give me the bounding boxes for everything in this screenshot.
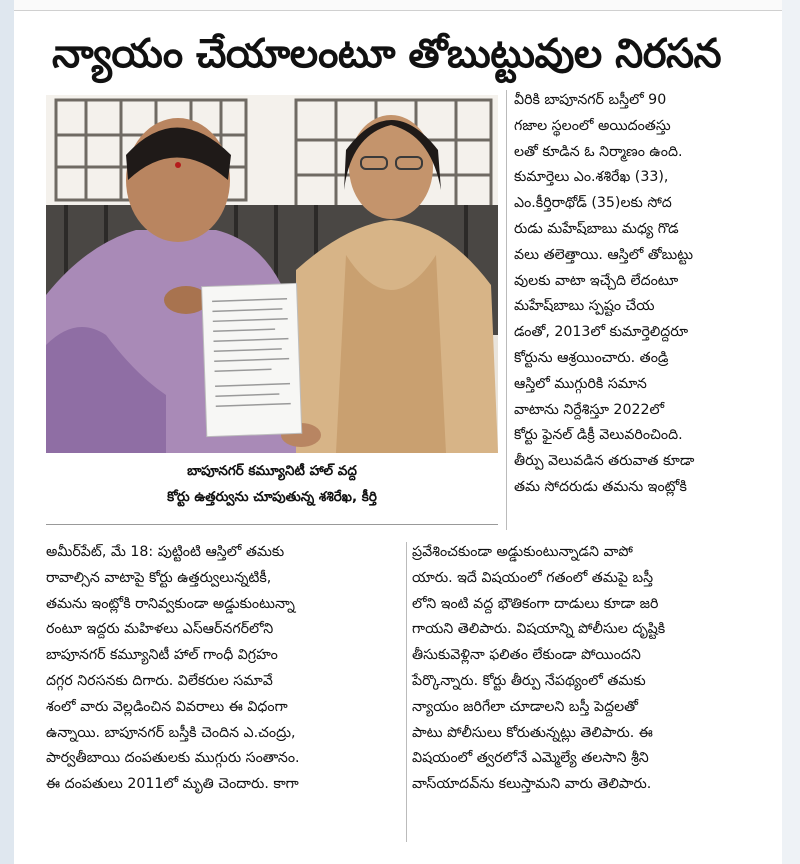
caption-line-1: బాపూనగర్ కమ్యూనిటీ హాల్ వద్ద [187, 463, 357, 479]
article-column-right-bottom [412, 540, 776, 798]
article-line: వలు తలెత్తాయి. ఆస్తిలో తోబుట్టు [514, 246, 694, 263]
article-line: రుడు మహేష్‌బాబు మధ్య గొడ [514, 220, 679, 237]
article-line: బాపూనగర్ కమ్యూనిటీ హాల్ గాంధీ విగ్రహం [46, 647, 278, 664]
page-left-margin [0, 0, 14, 864]
article-line: లతో కూడిన ఓ నిర్మాణం ఉంది. [514, 143, 683, 160]
article-line: వాటాను నిర్దేశిస్తూ 2022లో [514, 401, 665, 418]
article-line: ఆస్తిలో ముగ్గురికి సమాన [514, 375, 647, 392]
column-divider-top [506, 90, 507, 530]
article-line: దగ్గర నిరసనకు దిగారు. విలేకరుల సమావే [46, 672, 273, 689]
article-line: పార్వతీబాయి దంపతులకు ముగ్గురు సంతానం. [46, 750, 300, 767]
article-line: తీసుకువెళ్లినా ఫలితం లేకుండా పోయిందని [412, 647, 641, 664]
article-line: డంతో, 2013లో కుమార్తెలిద్దరూ [514, 324, 689, 341]
article-line: ప్రవేశించకుండా అడ్డుకుంటున్నాడని వాపో [412, 544, 633, 560]
article-line: పేర్కొన్నారు. కోర్టు తీర్పు నేపథ్యంలో తమకు [412, 672, 646, 689]
article-line: కోర్టును ఆశ్రయించారు. తండ్రి [514, 349, 669, 366]
article-line: తమను ఇంట్లోకి రానివ్వకుండా అడ్డుకుంటున్నా [46, 595, 295, 612]
article-line: గజాల స్థలంలో అయిదంతస్తు [514, 117, 671, 134]
article-line: రావాల్సిన వాటాపై కోర్టు ఉత్తర్వులున్నటికీ, [46, 569, 272, 586]
caption-line-2: కోర్టు ఉత్తర్వును చూపుతున్న శశిరేఖ, కీర్తి [167, 489, 377, 505]
article-line: యారు. ఇదే విషయంలో గతంలో తమపై బస్తీ [412, 569, 654, 586]
article-line: తీర్పు వెలువడిన తరువాత కూడా [514, 453, 695, 470]
photo-caption [46, 458, 498, 520]
previous-article-fragment [0, 0, 800, 11]
caption-divider [46, 524, 498, 525]
article-line: ఈ దంపతులు 2011లో మృతి చెందారు. కాగా [46, 776, 299, 793]
article-line: గాయని తెలిపారు. విషయాన్ని పోలీసుల దృష్టికి [412, 621, 666, 638]
article-line: న్యాయం జరిగేలా చూడాలని బస్తీ పెద్దలతో [412, 698, 638, 715]
column-divider-bottom [406, 542, 407, 842]
article-line: తమ సోదరుడు తమను ఇంట్లోకి [514, 478, 687, 495]
article-line: శంలో వారు వెల్లడించిన వివరాలు ఈ విధంగా [46, 698, 288, 715]
article-line: పాటు పోలీసులు కోరుతున్నట్లు తెలిపారు. ఈ [412, 724, 653, 741]
article-column-right-top [514, 88, 776, 501]
article-line: ఎం.కీర్తిరాథోడ్ (35)లకు సోద [514, 195, 672, 212]
article-line: విషయంలో త్వరలోనే ఎమ్మెల్యే తలసాని శ్రీని [412, 750, 649, 767]
headline: న్యాయం చేయాలంటూ తోబుట్టువుల నిరసన [52, 31, 722, 77]
page-right-margin [782, 0, 800, 864]
article-line: అమీర్‌పేట్, మే 18: పుట్టింటి ఆస్తిలో తమకు [46, 544, 285, 560]
article-line: కుమార్తెలు ఎం.శశిరేఖ (33), [514, 169, 669, 186]
article-line: లోని ఇంటి వద్ద భౌతికంగా దాడులు కూడా జరి [412, 595, 659, 612]
article-line: వాస్‌యాదవ్‌ను కలుస్తామని వారు తెలిపారు. [412, 776, 652, 793]
article-line: రంటూ ఇద్దరు మహిళలు ఎస్‌ఆర్‌నగర్‌లోని [46, 621, 274, 638]
article-line: వీరికి బాపూనగర్ బస్తీలో 90 [514, 92, 667, 108]
news-photo [46, 95, 498, 453]
article-column-left-bottom [46, 540, 402, 798]
article-line: మహేష్‌బాబు స్పష్టం చేయ [514, 298, 655, 315]
article-line: కోర్టు ఫైనల్ డిక్రీ వెలువరించింది. [514, 427, 683, 444]
article-line: వులకు వాటా ఇచ్చేది లేదంటూ [514, 272, 679, 289]
article-line: ఉన్నాయి. బాపూనగర్ బస్తీకి చెందిన ఎ.చంద్రు, [46, 724, 296, 741]
